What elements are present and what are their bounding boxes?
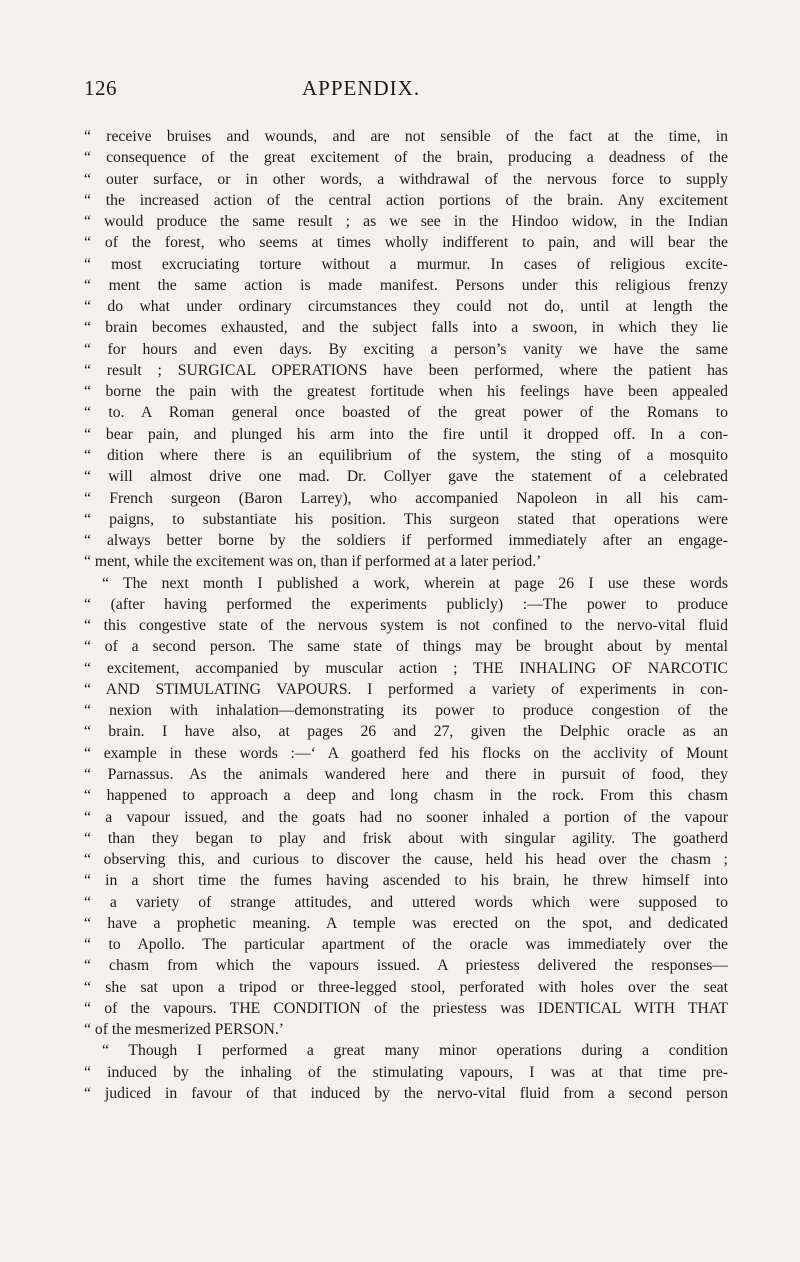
text-line: “ ment the same action is made manifest. Persons under this religious frenzy (84, 276, 728, 294)
text-line: “ than they began to play and frisk about with singular agility. The goatherd (84, 829, 728, 847)
text-line: “ chasm from which the vapours issued. A priestess delivered the responses— (84, 957, 728, 975)
text-line: “ AND STIMULATING VAPOURS. I performed a variety of experiments in con- (84, 680, 728, 698)
text-line: “ observing this, and curious to discover the cause, held his head over the chasm ; (84, 851, 728, 869)
text-line: “ always better borne by the soldiers if performed immediately after an engage- (84, 532, 728, 550)
text-line: “ she sat upon a tripod or three-legged stool, perforated with holes over the seat (84, 978, 728, 996)
text-line: “ Parnassus. As the animals wandered here and there in pursuit of food, they (84, 765, 728, 783)
text-line: “ do what under ordinary circumstances they could not do, until at length the (84, 298, 728, 316)
page-number: 126 (84, 76, 117, 100)
text-line: “ will almost drive one mad. Dr. Collyer gave the statement of a celebrated (84, 468, 728, 486)
text-line: “ brain. I have also, at pages 26 and 27, given the Delphic oracle as an (84, 723, 728, 741)
text-line: “ to. A Roman general once boasted of the great power of the Romans to (84, 404, 728, 422)
text-line: “ happened to approach a deep and long chasm in the rock. From this chasm (84, 787, 728, 805)
text-line: “ this congestive state of the nervous system is not confined to the nervo-vital fluid (84, 617, 728, 635)
text-line: “ French surgeon (Baron Larrey), who accompanied Napoleon in all his cam- (84, 489, 728, 507)
text-line: “ bear pain, and plunged his arm into the fire until it dropped off. In a con- (84, 425, 728, 443)
text-line: “ borne the pain with the greatest fortitude when his feelings have been appealed (84, 383, 728, 401)
text-line: “ would produce the same result ; as we see in the Hindoo widow, in the Indian (84, 213, 728, 231)
text-line: “ paigns, to substantiate his position. This surgeon stated that operations were (84, 510, 728, 528)
text-line: “ excitement, accompanied by muscular action ; THE INHALING OF NARCOTIC (84, 659, 728, 677)
text-line: “ for hours and even days. By exciting a person’s vanity we have the same (84, 340, 728, 358)
text-line: “ of the mesmerized PERSON.’ (84, 1021, 284, 1039)
body-text (84, 126, 728, 1104)
text-line: “ ment, while the excitement was on, than if performed at a later period.’ (84, 553, 542, 571)
text-line: “ most excruciating torture without a murmur. In cases of religious excite- (84, 255, 728, 273)
text-line: “ the increased action of the central action portions of the brain. Any excitement (84, 191, 728, 209)
text-line: “ dition where there is an equilibrium of the system, the sting of a mosquito (84, 446, 728, 464)
text-line: “ of the forest, who seems at times wholly indifferent to pain, and will bear the (84, 234, 728, 252)
text-line: “ nexion with inhalation—demonstrating its power to produce congestion of the (84, 702, 728, 720)
text-line: “ outer surface, or in other words, a withdrawal of the nervous force to supply (84, 170, 728, 188)
text-line: “ of the vapours. THE CONDITION of the priestess was IDENTICAL WITH THAT (84, 999, 728, 1017)
running-head: APPENDIX. (302, 76, 421, 100)
text-line: “ consequence of the great excitement of the brain, producing a deadness of the (84, 149, 728, 167)
text-line: “ The next month I published a work, wherein at page 26 I use these words (102, 574, 728, 592)
text-line: “ (after having performed the experiments publicly) :—The power to produce (84, 595, 728, 613)
page-header (84, 76, 724, 106)
text-line: “ result ; SURGICAL OPERATIONS have been performed, where the patient has (84, 361, 728, 379)
text-line: “ judiced in favour of that induced by the nervo-vital fluid from a second person (84, 1084, 728, 1102)
text-line: “ receive bruises and wounds, and are not sensible of the fact at the time, in (84, 128, 728, 145)
text-line: “ a variety of strange attitudes, and uttered words which were supposed to (84, 893, 728, 911)
text-line: “ brain becomes exhausted, and the subject falls into a swoon, in which they lie (84, 319, 728, 337)
text-line: “ example in these words :—‘ A goatherd fed his flocks on the acclivity of Mount (84, 744, 728, 762)
text-line: “ have a prophetic meaning. A temple was erected on the spot, and dedicated (84, 914, 728, 932)
text-line: “ in a short time the fumes having ascended to his brain, he threw himself into (84, 872, 728, 890)
text-line: “ a vapour issued, and the goats had no sooner inhaled a portion of the vapour (84, 808, 728, 826)
text-line: “ Though I performed a great many minor operations during a condition (102, 1042, 728, 1060)
text-line: “ of a second person. The same state of things may be brought about by mental (84, 638, 728, 656)
text-line: “ induced by the inhaling of the stimulating vapours, I was at that time pre- (84, 1063, 728, 1081)
text-line: “ to Apollo. The particular apartment of the oracle was immediately over the (84, 936, 728, 954)
